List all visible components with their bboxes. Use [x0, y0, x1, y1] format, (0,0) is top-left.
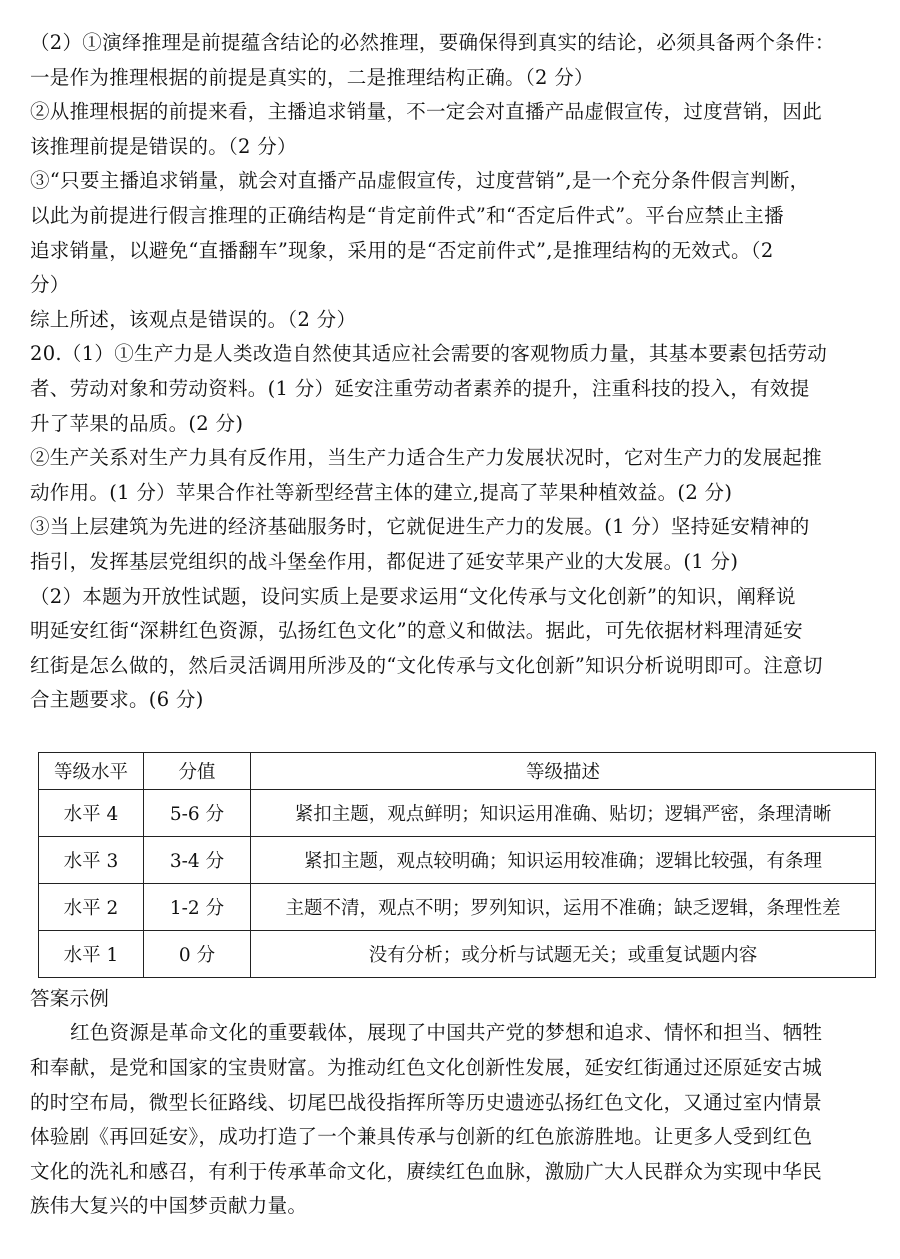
table-cell: 0 分 [144, 930, 251, 977]
table-cell: 主题不清，观点不明；罗列知识，运用不准确；缺乏逻辑，条理性差 [251, 883, 876, 930]
answer-example [30, 982, 878, 1224]
table-cell: 1-2 分 [144, 883, 251, 930]
text-line: 动作用。(1 分）苹果合作社等新型经营主体的建立,提高了苹果种植效益。(2 分) [30, 480, 733, 504]
text-line: 20.（1）①生产力是人类改造自然使其适应社会需要的客观物质力量，其基本要素包括劳动 [30, 342, 828, 366]
text-line: ③当上层建筑为先进的经济基础服务时，它就促进生产力的发展。(1 分）坚持延安精神的 [30, 515, 810, 539]
table-cell: 紧扣主题，观点较明确；知识运用较准确；逻辑比较强，有条理 [251, 836, 876, 883]
text-line: 红色资源是革命文化的重要载体，展现了中国共产党的梦想和追求、情怀和担当、牺牲 [70, 1021, 823, 1045]
text-line: ③“只要主播追求销量，就会对直播产品虚假宣传，过度营销”,是一个充分条件假言判断， [30, 169, 810, 193]
table-row [39, 883, 876, 930]
text-line: 明延安红街“深耕红色资源，弘扬红色文化”的意义和做法。据此，可先依据材料理清延安 [30, 619, 803, 643]
text-line: 一是作为推理根据的前提是真实的，二是推理结构正确。（2 分） [30, 65, 594, 89]
table-cell: 水平 2 [39, 883, 144, 930]
text-line: 指引，发挥基层党组织的战斗堡垒作用，都促进了延安苹果产业的大发展。(1 分) [30, 549, 739, 573]
table-header-cell: 等级描述 [251, 752, 876, 789]
text-line: 该推理前提是错误的。（2 分） [30, 134, 297, 158]
text-line: 合主题要求。(6 分) [30, 688, 204, 712]
text-line: 族伟大复兴的中国梦贡献力量。 [30, 1194, 308, 1218]
table-cell: 没有分析；或分析与试题无关；或重复试题内容 [251, 930, 876, 977]
grading-table [38, 752, 876, 978]
text-line: （2）①演绎推理是前提蕴含结论的必然推理，要确保得到真实的结论，必须具备两个条件： [30, 31, 835, 54]
table-cell: 5-6 分 [144, 789, 251, 836]
table-row [39, 789, 876, 836]
text-line: 的时空布局，微型长征路线、切尾巴战役指挥所等历史遗迹弘扬红色文化，又通过室内情景 [30, 1090, 823, 1114]
answer-block-top [30, 26, 878, 718]
text-line: 文化的洗礼和感召，有利于传承革命文化，赓续红色血脉，激励广大人民群众为实现中华民 [30, 1159, 823, 1183]
table-cell: 3-4 分 [144, 836, 251, 883]
table-cell: 水平 4 [39, 789, 144, 836]
text-line: 分） [30, 273, 70, 297]
table-header-cell: 等级水平 [39, 752, 144, 789]
table-cell: 水平 1 [39, 930, 144, 977]
table-row [39, 836, 876, 883]
text-line: 以此为前提进行假言推理的正确结构是“肯定前件式”和“否定后件式”。平台应禁止主播 [30, 203, 784, 227]
text-line: 者、劳动对象和劳动资料。(1 分）延安注重劳动者素养的提升，注重科技的投入，有效提 [30, 376, 810, 400]
text-line: 和奉献，是党和国家的宝贵财富。为推动红色文化创新性发展，延安红街通过还原延安古城 [30, 1056, 823, 1080]
text-line: （2）本题为开放性试题，设问实质上是要求运用“文化传承与文化创新”的知识，阐释说 [30, 584, 796, 608]
text-line: 追求销量，以避免“直播翻车”现象，采用的是“否定前件式”,是推理结构的无效式。（2 [30, 238, 774, 262]
text-line: 体验剧《再回延安》，成功打造了一个兼具传承与创新的红色旅游胜地。让更多人受到红色 [30, 1125, 813, 1149]
table-header-row [39, 752, 876, 789]
text-line: 综上所述，该观点是错误的。（2 分） [30, 307, 357, 331]
table-cell: 水平 3 [39, 836, 144, 883]
example-title: 答案示例 [30, 986, 110, 1010]
text-line: 红街是怎么做的，然后灵活调用所涉及的“文化传承与文化创新”知识分析说明即可。注意切 [30, 653, 823, 677]
text-line: ②生产关系对生产力具有反作用，当生产力适合生产力发展状况时，它对生产力的发展起推 [30, 446, 823, 470]
text-line: ②从推理根据的前提来看，主播追求销量，不一定会对直播产品虚假宣传，过度营销，因此 [30, 100, 823, 124]
table-row [39, 930, 876, 977]
text-line: 升了苹果的品质。(2 分) [30, 411, 244, 435]
table-header-cell: 分值 [144, 752, 251, 789]
table-cell: 紧扣主题，观点鲜明；知识运用准确、贴切；逻辑严密，条理清晰 [251, 789, 876, 836]
